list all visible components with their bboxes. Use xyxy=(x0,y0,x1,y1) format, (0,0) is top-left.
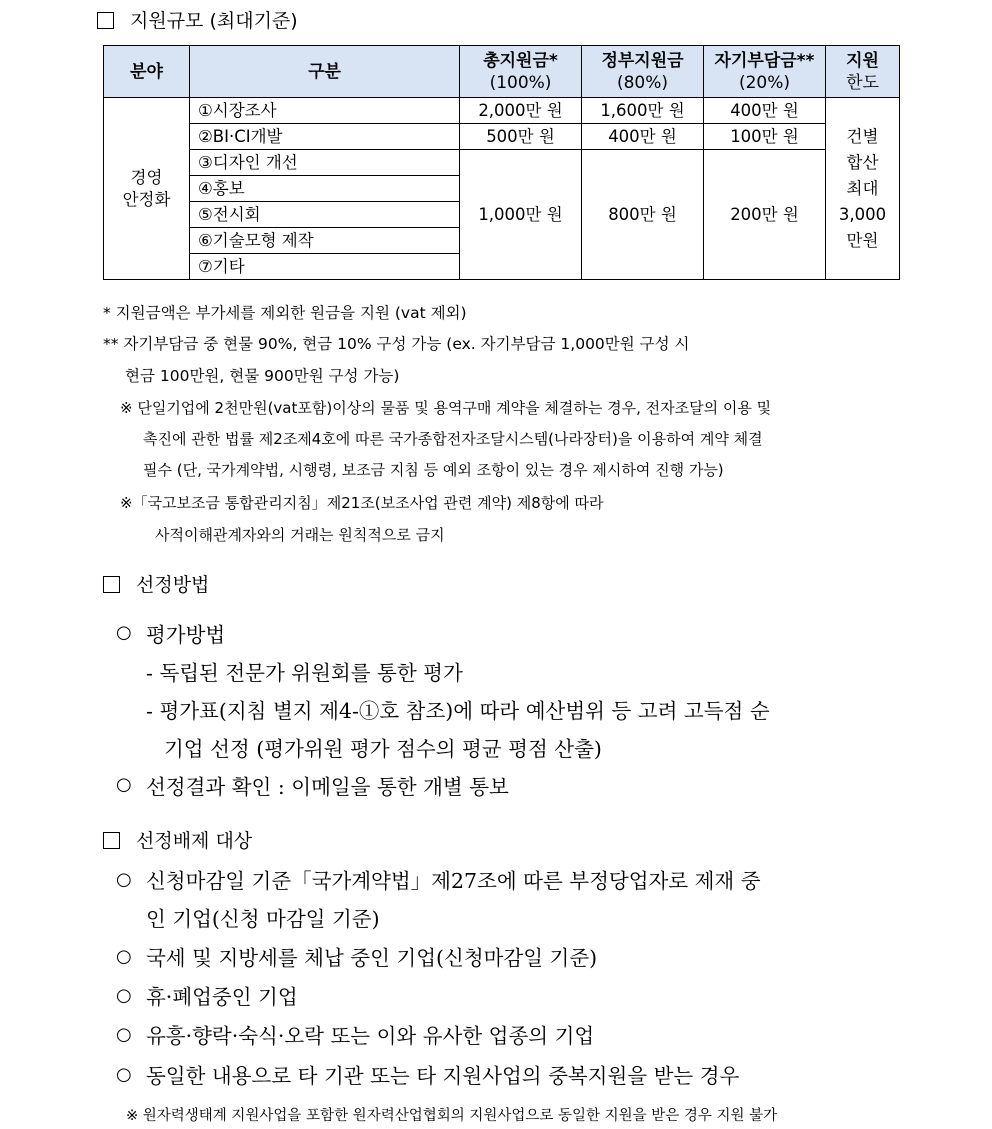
self-cell: 400만 원 xyxy=(704,98,826,124)
note-procurement-cont2: 필수 (단, 국가계약법, 시행령, 보조금 지침 등 예외 조항이 있는 경우 제시하여 진행 가능) xyxy=(143,461,724,479)
eval-item-2: - 평가표(지침 별지 제4-①호 참조)에 따라 예산범위 등 고려 고득점 순 xyxy=(146,699,770,723)
category-cell: ③디자인 개선 xyxy=(190,150,460,176)
table-header-row xyxy=(104,46,900,98)
checkbox-square-icon xyxy=(103,832,120,849)
section-title-selection xyxy=(103,570,209,597)
exclusion-item-1-cont: 인 기업(신청 마감일 기준) xyxy=(146,907,380,931)
header-gov: 정부지원금 (80%) xyxy=(582,46,704,98)
table-row xyxy=(104,150,900,176)
section-title-text: 지원규모 (최대기준) xyxy=(130,10,298,32)
section-title-exclusion xyxy=(103,826,252,853)
exclusion-item-3: 휴·폐업중인 기업 xyxy=(146,985,298,1009)
note-subsidy: ※「국고보조금 통합관리지침」제21조(보조사업 관련 계약) 제8항에 따라 xyxy=(120,494,604,512)
eval-item-2-cont: 기업 선정 (평가위원 평가 점수의 평균 평점 산출) xyxy=(164,737,602,761)
category-cell: ⑥기술모형 제작 xyxy=(190,228,460,254)
bullet-circle-icon: ○ xyxy=(116,869,132,890)
bullet-circle-icon: ○ xyxy=(116,985,132,1006)
note-vat: * 지원금액은 부가세를 제외한 원금을 지원 (vat 제외) xyxy=(103,304,467,322)
total-cell: 2,000만 원 xyxy=(460,98,582,124)
checkbox-square-icon xyxy=(97,12,114,29)
category-cell: ②BI·CI개발 xyxy=(190,124,460,150)
note-procurement-cont: 촉진에 관한 법률 제2조제4호에 따른 국가종합전자조달시스템(나라장터)을 이용하여 계약 체결 xyxy=(143,430,763,448)
section-title-text: 선정방법 xyxy=(136,574,210,596)
bullet-circle-icon: ○ xyxy=(116,1024,132,1045)
self-cell: 100만 원 xyxy=(704,124,826,150)
note-subsidy-cont: 사적이해관계자와의 거래는 원칙적으로 금지 xyxy=(155,526,445,544)
note-self-payment: ** 자기부담금 중 현물 90%, 현금 10% 구성 가능 (ex. 자기부담금 1,000만원 구성 시 xyxy=(103,335,690,353)
bullet-circle-icon: ○ xyxy=(116,946,132,967)
header-limit: 지원 한도 xyxy=(826,46,900,98)
bullet-circle-icon: ○ xyxy=(116,622,132,643)
exclusion-footnote: ※ 원자력생태계 지원사업을 포함한 원자력산업협회의 지원사업으로 동일한 지원을 받은 경우 지원 불가 xyxy=(126,1108,778,1124)
table-row xyxy=(104,124,900,150)
limit-cell: 건별 합산 최대 3,000 만원 xyxy=(826,98,900,280)
section-title-text: 선정배제 대상 xyxy=(136,830,253,852)
gov-merged-cell: 800만 원 xyxy=(582,150,704,280)
exclusion-item-4: 유흥·향락·숙식·오락 또는 이와 유사한 업종의 기업 xyxy=(146,1024,595,1048)
table-row xyxy=(104,98,900,124)
note-procurement: ※ 단일기업에 2천만원(vat포함)이상의 물품 및 용역구매 계약을 체결하는 경우, 전자조달의 이용 및 xyxy=(120,399,772,417)
self-merged-cell: 200만 원 xyxy=(704,150,826,280)
selection-result: 선정결과 확인 : 이메일을 통한 개별 통보 xyxy=(146,775,509,799)
exclusion-item-2: 국세 및 지방세를 체납 중인 기업(신청마감일 기준) xyxy=(146,946,598,970)
total-merged-cell: 1,000만 원 xyxy=(460,150,582,280)
eval-item-1: - 독립된 전문가 위원회를 통한 평가 xyxy=(146,661,463,685)
category-cell: ①시장조사 xyxy=(190,98,460,124)
gov-cell: 400만 원 xyxy=(582,124,704,150)
field-cell: 경영 안정화 xyxy=(104,98,190,280)
exclusion-item-5: 동일한 내용으로 타 기관 또는 타 지원사업의 중복지원을 받는 경우 xyxy=(146,1064,740,1088)
category-cell: ⑦기타 xyxy=(190,254,460,280)
note-self-payment-cont: 현금 100만원, 현물 900만원 구성 가능) xyxy=(125,367,400,385)
header-self: 자기부담금** (20%) xyxy=(704,46,826,98)
gov-cell: 1,600만 원 xyxy=(582,98,704,124)
section-title-scale xyxy=(97,6,298,33)
support-table xyxy=(103,45,900,280)
total-cell: 500만 원 xyxy=(460,124,582,150)
header-total: 총지원금* (100%) xyxy=(460,46,582,98)
category-cell: ⑤전시회 xyxy=(190,202,460,228)
bullet-circle-icon: ○ xyxy=(116,774,132,795)
header-field: 분야 xyxy=(104,46,190,98)
checkbox-square-icon xyxy=(103,576,120,593)
category-cell: ④홍보 xyxy=(190,176,460,202)
eval-method-title: 평가방법 xyxy=(146,623,226,647)
bullet-circle-icon: ○ xyxy=(116,1064,132,1085)
header-category: 구분 xyxy=(190,46,460,98)
exclusion-item-1: 신청마감일 기준「국가계약법」제27조에 따른 부정당업자로 제재 중 xyxy=(146,869,761,893)
